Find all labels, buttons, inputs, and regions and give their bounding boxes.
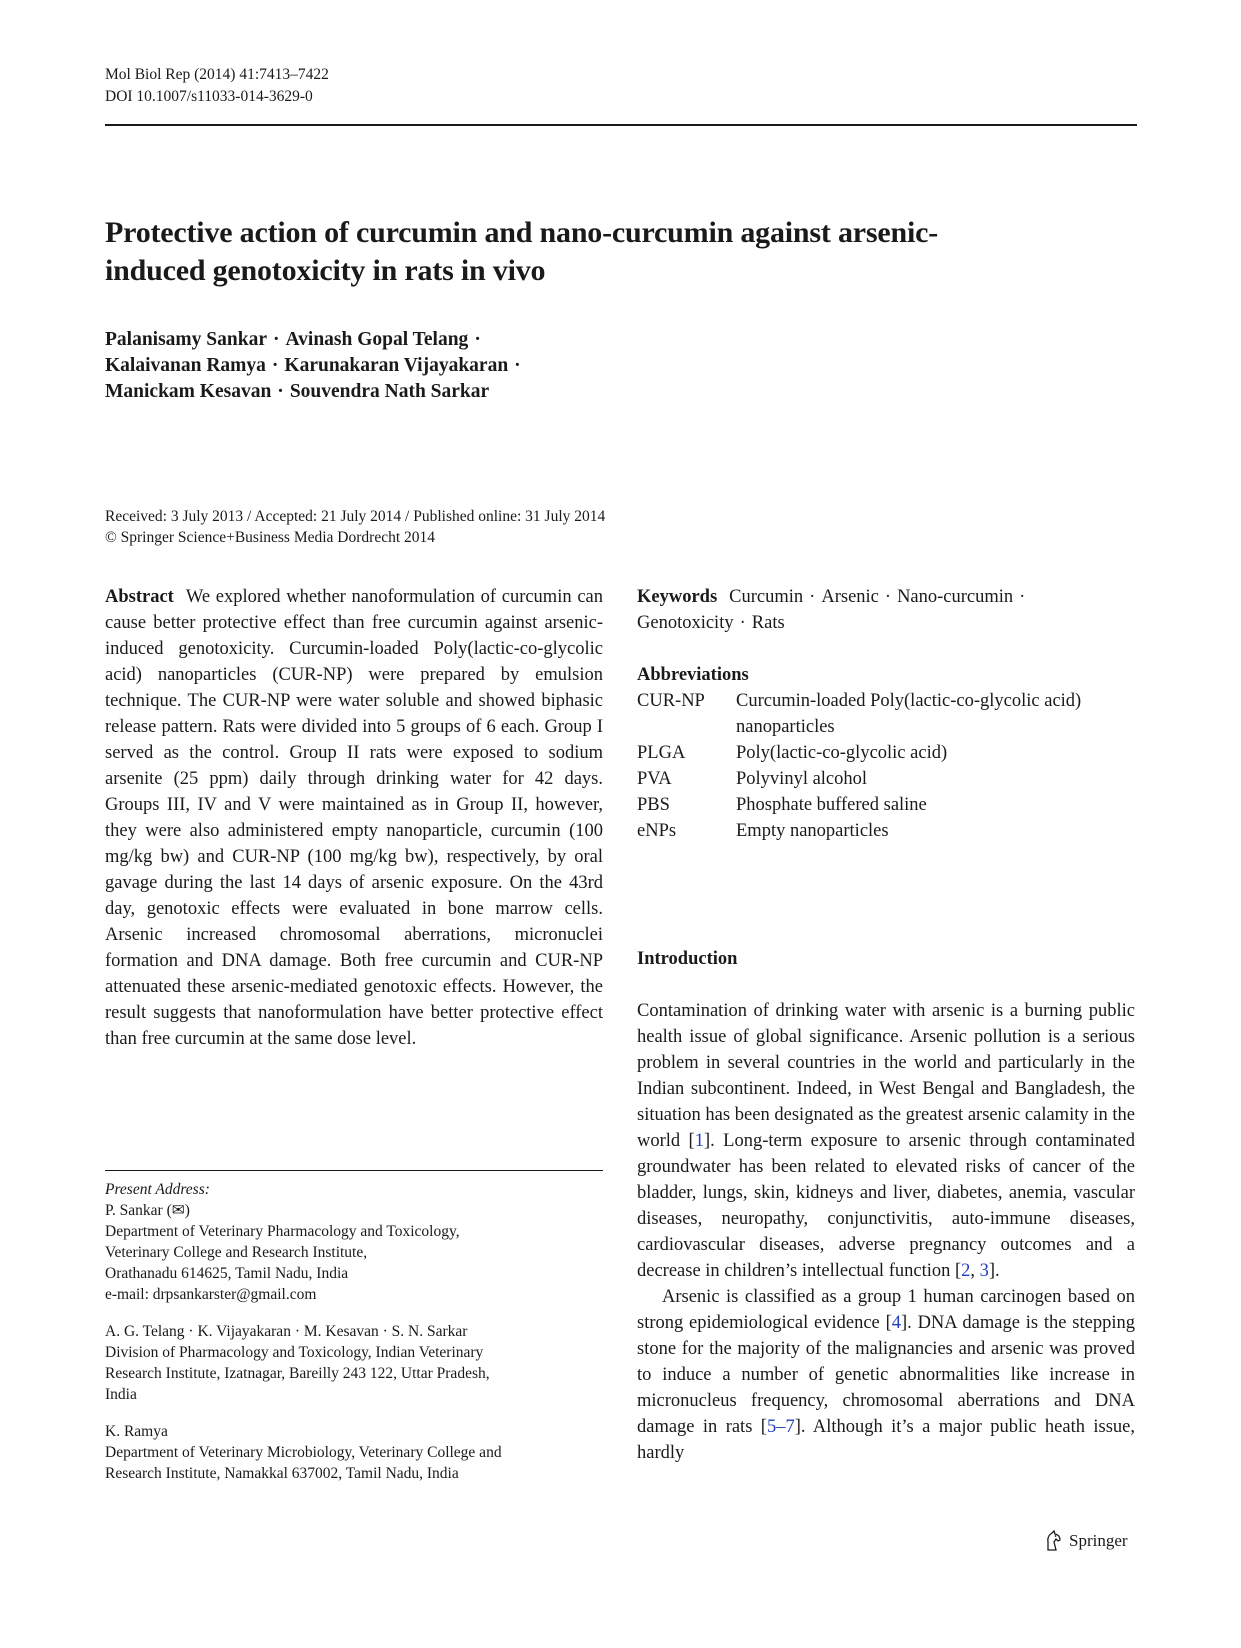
affiliation-block <box>105 1321 603 1405</box>
keyword: Nano-curcumin <box>897 587 1014 607</box>
affiliation-line: Department of Veterinary Pharmacology and Toxicology, <box>105 1223 460 1240</box>
header-rule <box>105 124 1137 126</box>
abbreviation-definition: Phosphate buffered saline <box>736 795 927 815</box>
paragraph: Contamination of drinking water with arsenic is a burning public health issue of global significance. Arsenic pollution is a serious problem in several countries in the world and particularly in the Indian subcontinent. Indeed, in West Bengal and Bangladesh, the situation has been designated as the greatest arsenic calamity in the world [1]. Long-term exposure to arsenic through contaminated groundwater has been related to elevated risks of cancer of the bladder, lungs, skin, kidneys and liver, diabetes, anemia, vascular diseases, neuropathy, conjunctivitis, auto-immune diseases, cardiovascular diseases, adverse pregnancy outcomes and a decrease in children’s intellectual function [2, 3]. <box>637 1001 1135 1281</box>
author[interactable]: Karunakaran Vijayakaran <box>284 355 509 376</box>
keyword: Arsenic <box>821 587 879 607</box>
affiliation-names: K. Ramya <box>105 1423 168 1440</box>
abbreviation-term: eNPs <box>637 821 677 841</box>
copyright: © Springer Science+Business Media Dordrecht 2014 <box>105 529 436 546</box>
footnote-rule <box>105 1170 603 1171</box>
affiliation-line: Department of Veterinary Microbiology, Veterinary College and <box>105 1444 502 1461</box>
abstract <box>105 584 603 1052</box>
history-dates: Received: 3 July 2013 / Accepted: 21 July 2014 / Published online: 31 July 2014 <box>105 508 606 525</box>
keywords-label: Keywords <box>637 587 718 607</box>
author[interactable]: Avinash Gopal Telang <box>285 329 469 350</box>
article-title <box>105 214 1145 290</box>
affiliation-line: Orathanadu 614625, Tamil Nadu, India <box>105 1265 349 1282</box>
affiliation-line: India <box>105 1386 137 1403</box>
author-separator: · <box>514 355 521 376</box>
abstract-text: We explored whether nanoformulation of curcumin can cause better protective effect than free curcumin against arsenic-induced genotoxicity. Curcumin-loaded Poly(lactic-co-glycolic acid) nanoparticles (CUR-NP) were prepared by emulsion technique. The CUR-NP were water soluble and showed biphasic release pattern. Rats were divided into 5 groups of 6 each. Group I served as the control. Group II rats were exposed to sodium arsenite (25 ppm) daily through drinking water for 42 days. Groups III, IV and V were maintained as in Group II, however, they were also administered empty nanoparticle, curcumin (100 mg/kg bw) and CUR-NP (100 mg/kg bw), respectively, by oral gavage during the last 14 days of arsenic exposure. On the 43rd day, genotoxic effects were evaluated in bone marrow cells. Arsenic increased chromosomal aberrations, micronuclei formation and DNA damage. Both free curcumin and CUR-NP attenuated these arsenic-mediated genotoxic effects. However, the result suggests that nanoformulation have better protective effect than free curcumin at the same dose level. <box>105 587 603 1049</box>
author-separator: · <box>474 329 481 350</box>
keyword: Genotoxicity <box>637 613 734 633</box>
keyword-separator: · <box>884 587 892 607</box>
author[interactable]: Kalaivanan Ramya <box>105 355 266 376</box>
corresponding-author: P. Sankar (✉) <box>105 1202 190 1219</box>
journal-citation: Mol Biol Rep (2014) 41:7413–7422 <box>105 66 329 83</box>
doi[interactable]: DOI 10.1007/s11033-014-3629-0 <box>105 88 313 105</box>
keyword: Curcumin <box>729 587 804 607</box>
abbreviations-table <box>637 688 1135 844</box>
abbreviation-definition: Polyvinyl alcohol <box>736 769 868 789</box>
springer-horse-icon <box>1044 1530 1064 1552</box>
title-line-2: induced genotoxicity in rats in vivo <box>105 254 546 287</box>
paragraph: Arsenic is classified as a group 1 human carcinogen based on strong epidemiological evidence [4]. DNA damage is the stepping stone for the majority of the malignancies and arsenic was proved to induce a number of genetic abnormalities like increase in micronucleus frequency, chromosomal aberrations and DNA damage in rats [5–7]. Although it’s a major public heath issue, hardly <box>637 1287 1135 1463</box>
citation-link[interactable]: 2 <box>961 1261 971 1281</box>
introduction-heading: Introduction <box>637 949 738 969</box>
abbreviation-row <box>637 740 1135 766</box>
author[interactable]: Palanisamy Sankar <box>105 329 267 350</box>
keyword-separator: · <box>809 587 816 607</box>
affiliation-names: A. G. Telang · K. Vijayakaran · M. Kesavan · S. N. Sarkar <box>105 1323 468 1340</box>
citation-link[interactable]: 4 <box>891 1313 901 1333</box>
abbreviation-term: PVA <box>637 769 672 789</box>
publisher-name: Springer <box>1069 1531 1128 1550</box>
citation-link[interactable]: 3 <box>979 1261 989 1281</box>
introduction-body <box>637 998 1135 1466</box>
abbreviation-term: PLGA <box>637 743 686 763</box>
affiliation-line: Veterinary College and Research Institute, <box>105 1244 368 1261</box>
keyword: Rats <box>751 613 785 633</box>
affiliation-line: Division of Pharmacology and Toxicology, Indian Veterinary <box>105 1344 484 1361</box>
keyword-separator: · <box>1019 587 1026 607</box>
keywords <box>637 584 1135 636</box>
author[interactable]: Manickam Kesavan <box>105 381 272 402</box>
abbreviation-row <box>637 792 1135 818</box>
publisher-logo <box>1044 1530 1128 1552</box>
present-address-label: Present Address: <box>105 1181 210 1198</box>
citation-link[interactable]: 5–7 <box>766 1417 795 1437</box>
affiliations <box>105 1179 603 1500</box>
author-separator: · <box>277 381 284 402</box>
running-header <box>105 64 329 108</box>
author-list <box>105 327 527 405</box>
abbreviations-heading: Abbreviations <box>637 665 749 685</box>
author-separator: · <box>273 329 280 350</box>
author-separator: · <box>271 355 279 376</box>
author[interactable]: Souvendra Nath Sarkar <box>289 381 490 402</box>
abbreviation-row <box>637 766 1135 792</box>
abbreviation-term: CUR-NP <box>637 691 705 711</box>
abbreviation-definition: Curcumin-loaded Poly(lactic-co-glycolic acid) nanoparticles <box>736 691 1082 737</box>
keyword-separator: · <box>739 613 746 633</box>
abstract-label: Abstract <box>105 587 174 607</box>
abbreviation-definition: Poly(lactic-co-glycolic acid) <box>736 743 948 763</box>
citation-link[interactable]: 1 <box>694 1131 704 1151</box>
article-history <box>105 506 605 548</box>
abbreviation-definition: Empty nanoparticles <box>736 821 889 841</box>
abbreviation-row <box>637 818 1135 844</box>
affiliation-block <box>105 1179 603 1305</box>
abbreviation-term: PBS <box>637 795 670 815</box>
affiliation-line: Research Institute, Namakkal 637002, Tamil Nadu, India <box>105 1465 459 1482</box>
affiliation-block <box>105 1421 603 1484</box>
affiliation-line: Research Institute, Izatnagar, Bareilly 243 122, Uttar Pradesh, <box>105 1365 490 1382</box>
title-line-1: Protective action of curcumin and nano-curcumin against arsenic- <box>105 216 938 249</box>
email-link[interactable]: e-mail: drpsankarster@gmail.com <box>105 1286 317 1303</box>
abbreviation-row <box>637 688 1135 740</box>
